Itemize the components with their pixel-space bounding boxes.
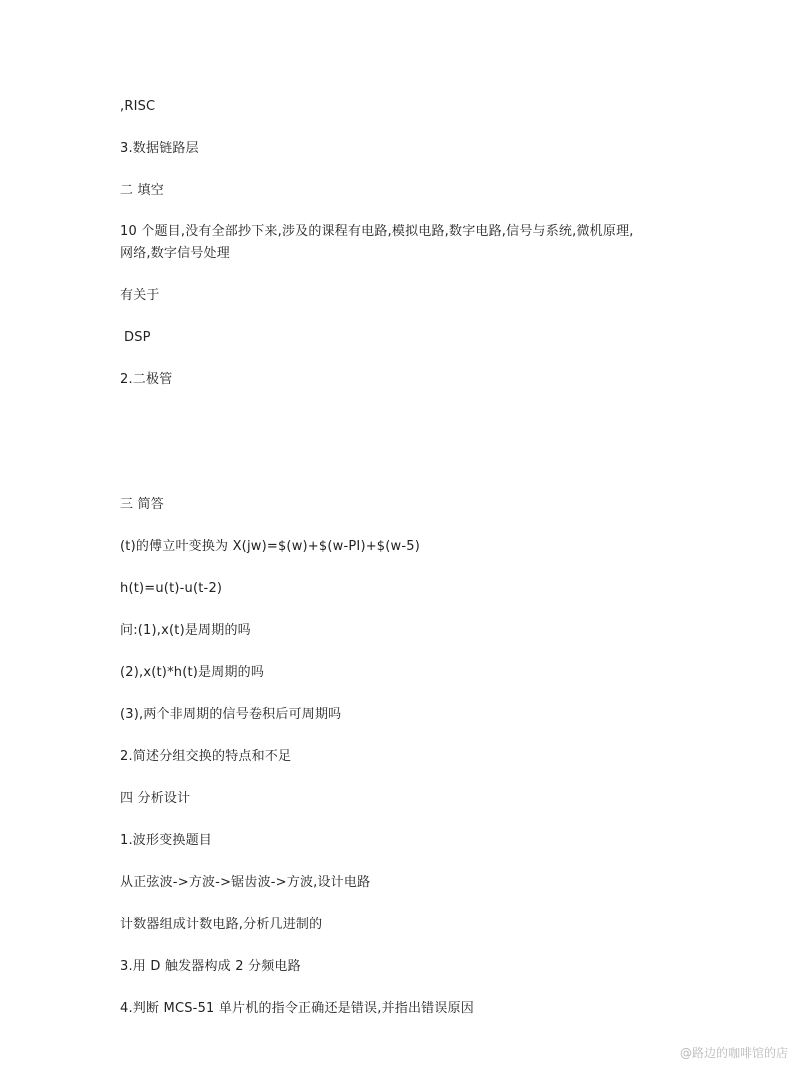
text-line-waveform-circuit: 从正弦波->方波->锯齿波->方波,设计电路	[120, 875, 371, 890]
text-line-about: 有关于	[120, 288, 160, 303]
text-line-dsp: DSP	[124, 330, 151, 345]
text-line-question-2: (2),x(t)*h(t)是周期的吗	[120, 665, 265, 680]
section-heading-analysis-design: 四 分析设计	[120, 791, 191, 806]
text-line-waveform-conversion: 1.波形变换题目	[120, 833, 213, 848]
text-line-mcs51: 4.判断 MCS-51 单片机的指令正确还是错误,并指出错误原因	[120, 1001, 474, 1016]
section-heading-short-answer: 三 简答	[120, 497, 164, 512]
text-line-data-link-layer: 3.数据链路层	[120, 141, 199, 156]
section-heading-fill-blank: 二 填空	[120, 183, 164, 198]
watermark: @路边的咖啡馆的店	[679, 1046, 788, 1060]
text-line-diode: 2.二极管	[120, 372, 173, 387]
text-line-risc: ,RISC	[120, 99, 156, 114]
text-line-question-3: (3),两个非周期的信号卷积后可周期吗	[120, 707, 342, 722]
text-line-fill-blank-desc-2: 网络,数字信号处理	[120, 246, 230, 261]
text-line-d-flipflop: 3.用 D 触发器构成 2 分频电路	[120, 959, 301, 974]
text-line-h-of-t: h(t)=u(t)-u(t-2)	[120, 581, 223, 596]
text-line-counter-circuit: 计数器组成计数电路,分析几进制的	[120, 917, 323, 932]
text-line-fill-blank-desc-1: 10 个题目,没有全部抄下来,涉及的课程有电路,模拟电路,数字电路,信号与系统,微机原理,	[120, 224, 634, 239]
text-line-packet-switching: 2.简述分组交换的特点和不足	[120, 749, 292, 764]
text-line-fourier-transform: (t)的傅立叶变换为 X(jw)=$(w)+$(w-PI)+$(w-5)	[120, 539, 421, 554]
text-line-question-1: 问:(1),x(t)是周期的吗	[120, 623, 251, 638]
